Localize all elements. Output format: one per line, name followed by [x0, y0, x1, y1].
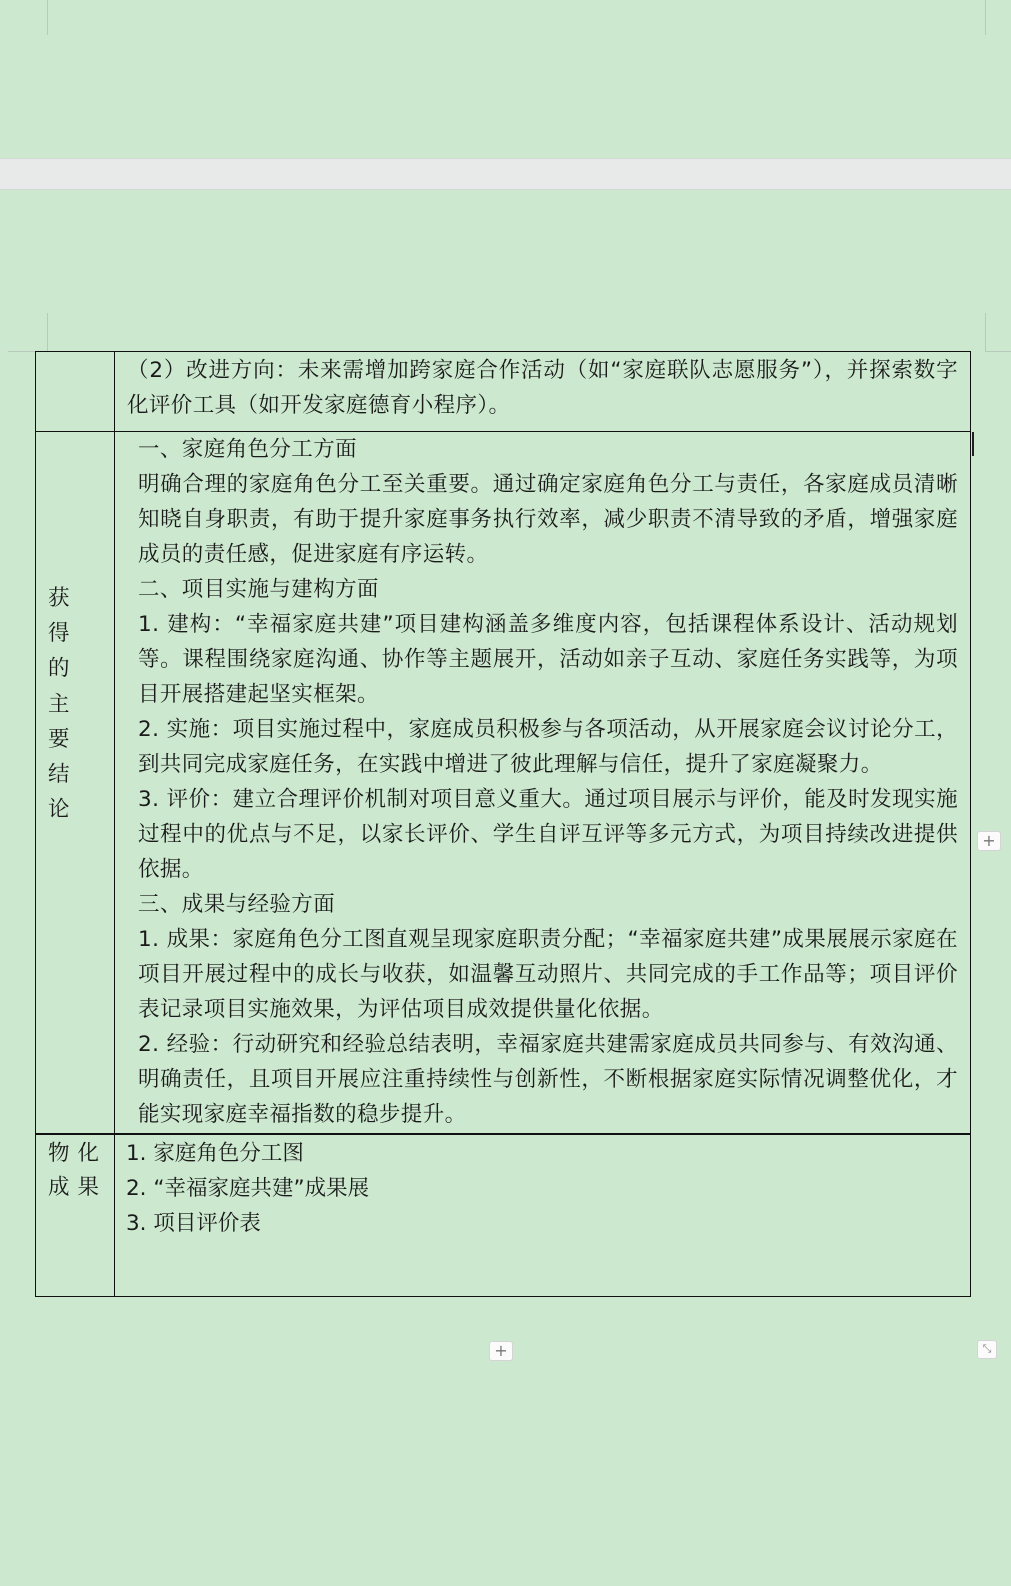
list-item: 3. 项目评价表	[126, 1211, 261, 1236]
paragraph: 明确合理的家庭角色分工至关重要。通过确定家庭角色分工与责任，各家庭成员清晰知晓自身职责，有助于提升家庭事务执行效率，减少职责不清导致的矛盾，增强家庭成员的责任感，促进家庭有序运转。	[138, 472, 958, 567]
previous-page-bottom	[0, 0, 1011, 158]
section-heading: 一、家庭角色分工方面	[138, 437, 358, 462]
crop-mark	[47, 313, 48, 351]
paragraph: 2. 实施：项目实施过程中，家庭成员积极参与各项活动，从开展家庭会议讨论分工，到共同完成家庭任务，在实践中增进了彼此理解与信任，提升了家庭凝聚力。	[138, 717, 958, 777]
improvement-direction-text: （2）改进方向：未来需增加跨家庭合作活动（如“家庭联队志愿服务”），并探索数字化评价工具（如开发家庭德育小程序）。	[127, 358, 958, 418]
table-content-cell[interactable]	[115, 1134, 971, 1297]
table-resize-handle[interactable]: ⤡	[977, 1340, 997, 1359]
add-column-button[interactable]: +	[977, 831, 1001, 851]
paragraph: 2. 经验：行动研究和经验总结表明，幸福家庭共建需家庭成员共同参与、有效沟通、明确责任，且项目开展应注重持续性与创新性，不断根据家庭实际情况调整优化，才能实现家庭幸福指数的稳步提升。	[138, 1032, 958, 1127]
table-content-cell[interactable]	[115, 432, 971, 1135]
crop-mark	[985, 313, 986, 351]
list-item: 2. “幸福家庭共建”成果展	[126, 1176, 370, 1201]
text-cursor	[972, 432, 974, 456]
section-heading: 二、项目实施与建构方面	[138, 577, 379, 602]
materialized-results-label: 物化成果	[48, 1141, 108, 1200]
crop-mark	[985, 0, 986, 35]
table-content-cell[interactable]	[115, 352, 971, 432]
table-row	[36, 352, 971, 432]
page-separator	[0, 158, 1011, 190]
conclusions-label: 获得的主要结论	[48, 586, 70, 823]
add-row-button[interactable]: +	[489, 1341, 513, 1361]
table-label-cell[interactable]	[36, 352, 115, 432]
paragraph: 3. 评价：建立合理评价机制对项目意义重大。通过项目展示与评价，能及时发现实施过程中的优点与不足，以家长评价、学生自评互评等多元方式，为项目持续改进提供依据。	[138, 787, 958, 882]
crop-mark	[985, 351, 1011, 352]
paragraph: 1. 建构：“幸福家庭共建”项目建构涵盖多维度内容，包括课程体系设计、活动规划等。课程围绕家庭沟通、协作等主题展开，活动如亲子互动、家庭任务实践等，为项目开展搭建起坚实框架。	[138, 612, 958, 707]
table-row	[36, 432, 971, 1135]
paragraph: 1. 成果：家庭角色分工图直观呈现家庭职责分配；“幸福家庭共建”成果展展示家庭在项目开展过程中的成长与收获，如温馨互动照片、共同完成的手工作品等；项目评价表记录项目实施效果，为评估项目成效提供量化依据。	[138, 927, 958, 1022]
table-label-cell[interactable]	[36, 432, 115, 1135]
section-heading: 三、成果与经验方面	[138, 892, 336, 917]
table-row	[36, 1134, 971, 1297]
list-item: 1. 家庭角色分工图	[126, 1141, 304, 1166]
document-table	[35, 351, 971, 1297]
crop-mark	[47, 0, 48, 35]
table-label-cell[interactable]	[36, 1134, 115, 1297]
